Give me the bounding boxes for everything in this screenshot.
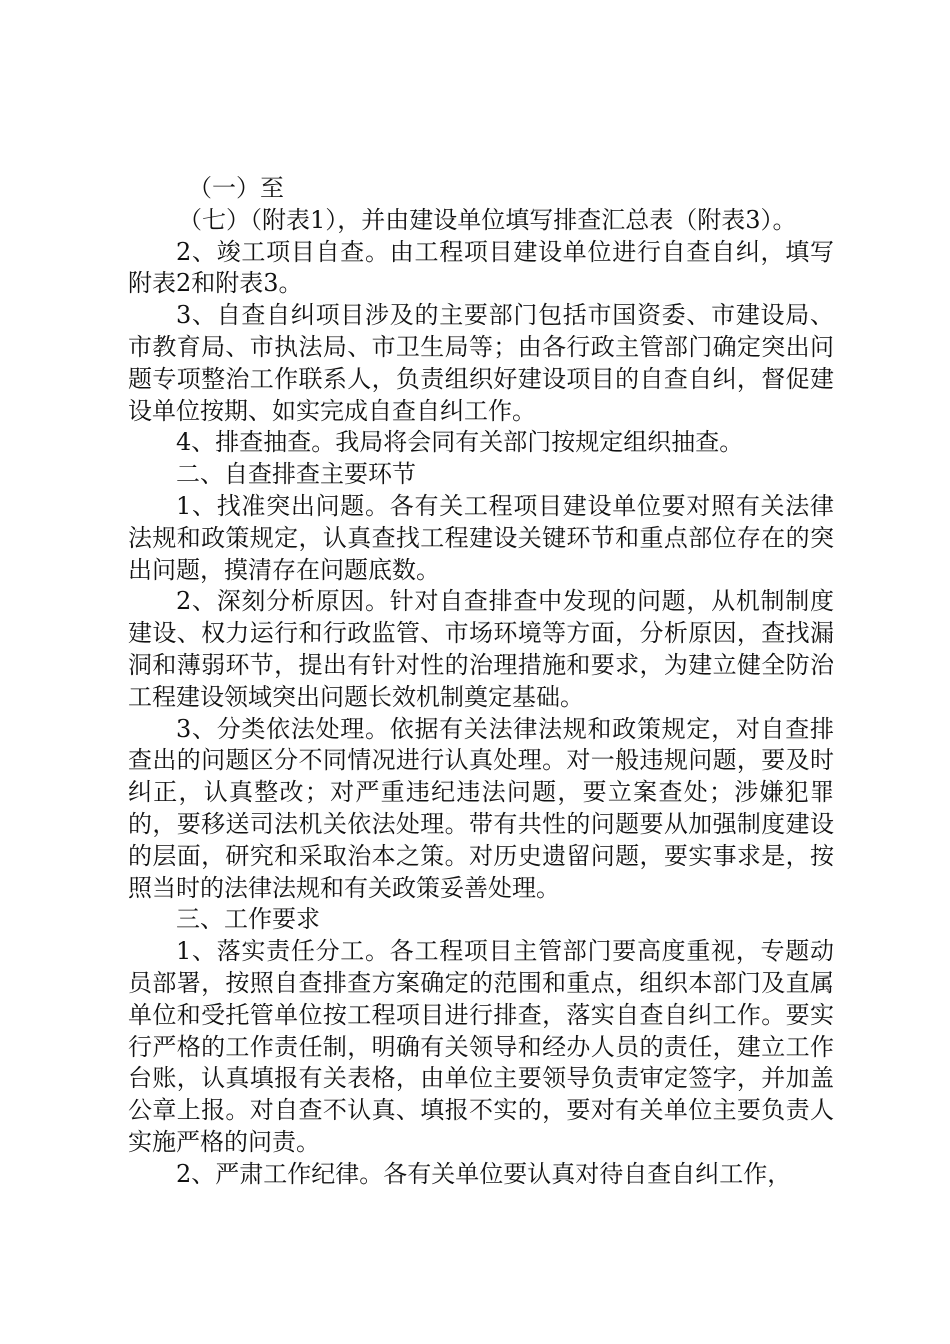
paragraph: 4、排查抽查。我局将会同有关部门按规定组织抽查。 bbox=[176, 428, 744, 457]
paragraph: 2、深刻分析原因。针对自查排查中发现的问题，从机制制度建设、权力运行和行政监管、市场环境等方面，分析原因，查找漏洞和薄弱环节，提出有针对性的治理措施和要求，为建立健全防治工程建设领域突出问题长效机制奠定基础。 bbox=[128, 587, 834, 711]
paragraph: 1、落实责任分工。各工程项目主管部门要高度重视，专题动员部署，按照自查排查方案确定的范围和重点，组织本部门及直属单位和受托管单位按工程项目进行排查，落实自查自纠工作。要实行严格的工作责任制，明确有关领导和经办人员的责任，建立工作台账，认真填报有关表格，由单位主要领导负责审定签字，并加盖公章上报。对自查不认真、填报不实的，要对有关单位主要负责人实施严格的问责。 bbox=[128, 937, 834, 1156]
paragraph: 2、竣工项目自查。由工程项目建设单位进行自查自纠，填写附表2和附表3。 bbox=[128, 237, 834, 298]
paragraph: 3、自查自纠项目涉及的主要部门包括市国资委、市建设局、市教育局、市执法局、市卫生局等；由各行政主管部门确定突出问题专项整治工作联系人，负责组织好建设项目的自查自纠，督促建设单位按期、如实完成自查自纠工作。 bbox=[128, 301, 834, 425]
paragraph: （七）（附表1），并由建设单位填写排查汇总表（附表3）。 bbox=[178, 205, 797, 234]
paragraph: 3、分类依法处理。依据有关法律法规和政策规定，对自查排查出的问题区分不同情况进行认真处理。对一般违规问题，要及时纠正，认真整改；对严重违纪违法问题，要立案查处；涉嫌犯罪的，要移送司法机关依法处理。带有共性的问题要从加强制度建设的层面，研究和采取治本之策。对历史遗留问题，要实事求是，按照当时的法律法规和有关政策妥善处理。 bbox=[128, 714, 834, 902]
section-heading: 二、自查排查主要环节 bbox=[176, 460, 416, 489]
document-body bbox=[128, 173, 834, 1191]
paragraph: 2、严肃工作纪律。各有关单位要认真对待自查自纠工作， bbox=[176, 1159, 792, 1188]
paragraph: （一）至 bbox=[188, 174, 284, 202]
section-heading: 三、工作要求 bbox=[176, 905, 320, 934]
paragraph: 1、找准突出问题。各有关工程项目建设单位要对照有关法律法规和政策规定，认真查找工程建设关键环节和重点部位存在的突出问题，摸清存在问题底数。 bbox=[128, 491, 834, 584]
